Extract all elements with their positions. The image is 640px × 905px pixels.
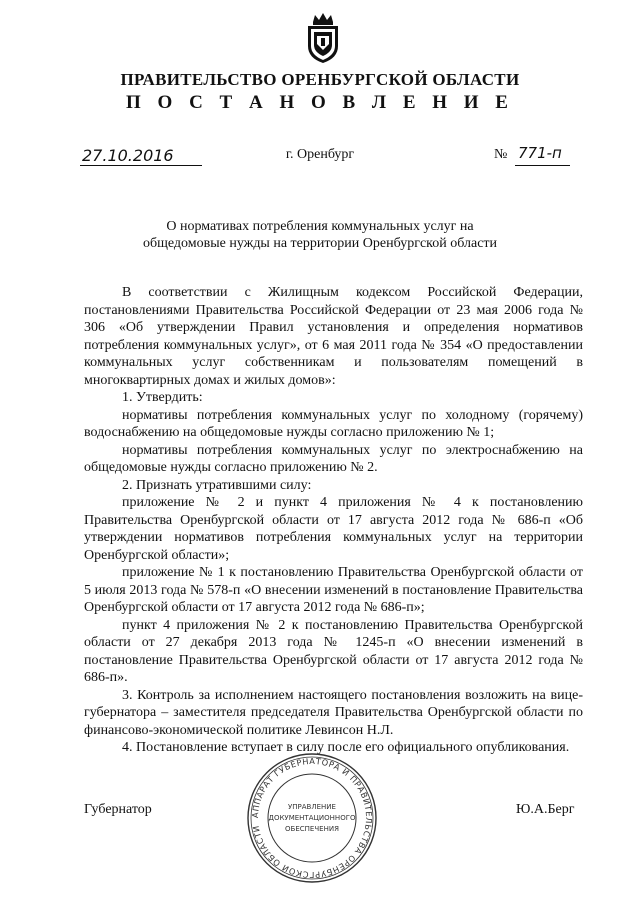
title-line-2: общедомовые нужды на территории Оренбургской области — [142, 236, 498, 251]
body-paragraph: 2. Признать утратившими силу: — [122, 477, 312, 493]
document-city: г. Оренбург — [285, 147, 355, 162]
body-paragraph: нормативы потребления коммунальных услуг по электроснабжению на общедомовые нужды согласно приложению № 2. — [84, 442, 583, 475]
body-paragraph: приложение № 2 и пункт 4 приложения № 4 к постановлению Правительства Оренбургской области от 17 августа 2012 года № 686-п «Об утверждении нормативов потребления коммунальных услуг на территории Оренбургской области»; — [84, 495, 583, 563]
document-date: 27.10.2016 — [82, 146, 174, 165]
coat-of-arms-icon — [303, 12, 343, 64]
body-paragraph: 4. Постановление вступает в силу после его официального опубликования. — [122, 740, 570, 755]
body-paragraph: 1. Утвердить: — [122, 390, 203, 405]
signature-title: Губернатор — [84, 802, 152, 817]
body-paragraph: нормативы потребления коммунальных услуг по холодному (горячему) водоснабжению на общедомовые нужды согласно приложению № 1; — [84, 407, 583, 440]
body-paragraph: В соответствии с Жилищным кодексом Российской Федерации, постановлениями Правительства Российской Федерации от 23 мая 2006 года № 306 «Об утверждении Правил установления и определения нормативов потребления коммунальных услуг», от 6 мая 2011 года № 354 «О предоставлении коммунальных услуг собственникам и пользователям помещений в многоквартирных домах и жилых домов»: — [84, 285, 583, 388]
date-underline — [80, 165, 202, 166]
stamp-inner-line-2: ДОКУМЕНТАЦИОННОГО — [268, 814, 356, 822]
document-body — [84, 284, 583, 757]
signature-name: Ю.А.Берг — [516, 802, 575, 817]
document-number: 771-п — [518, 144, 562, 162]
title-line-1: О нормативах потребления коммунальных услуг на — [166, 219, 474, 234]
body-paragraph: 3. Контроль за исполнением настоящего постановления возложить на вице-губернатора – заместителя председателя Правительства Оренбургской области по финансово-экономической политике Левинсон Н.Л. — [84, 687, 583, 738]
body-paragraph: приложение № 1 к постановлению Правительства Оренбургской области от 5 июля 2013 года № 578-п «О внесении изменений в постановление Правительства Оренбургской области от 17 августа 2012 года № 686-п»; — [84, 565, 583, 615]
document-title — [130, 218, 510, 252]
stamp-inner-line-3: ОБЕСПЕЧЕНИЯ — [285, 825, 339, 833]
number-label: № — [494, 147, 508, 162]
document-type: П О С Т А Н О В Л Е Н И Е — [126, 92, 514, 113]
body-paragraph: пункт 4 приложения № 2 к постановлению Правительства Оренбургской области от 27 декабря 2013 года № 1245-п «О внесении изменений в постановление Правительства Оренбургской области от 17 августа 2012 года № 686-п». — [84, 617, 583, 685]
organization-name: ПРАВИТЕЛЬСТВО ОРЕНБУРГСКОЙ ОБЛАСТИ — [120, 70, 520, 89]
stamp-outer-textpath: АППАРАТ ГУБЕРНАТОРА И ПРАВИТЕЛЬСТВА ОРЕНБУРГСКОЙ ОБЛАСТИ — [249, 755, 375, 881]
number-underline — [515, 165, 570, 166]
stamp-inner-line-1: УПРАВЛЕНИЕ — [288, 803, 336, 811]
official-stamp — [246, 752, 378, 884]
